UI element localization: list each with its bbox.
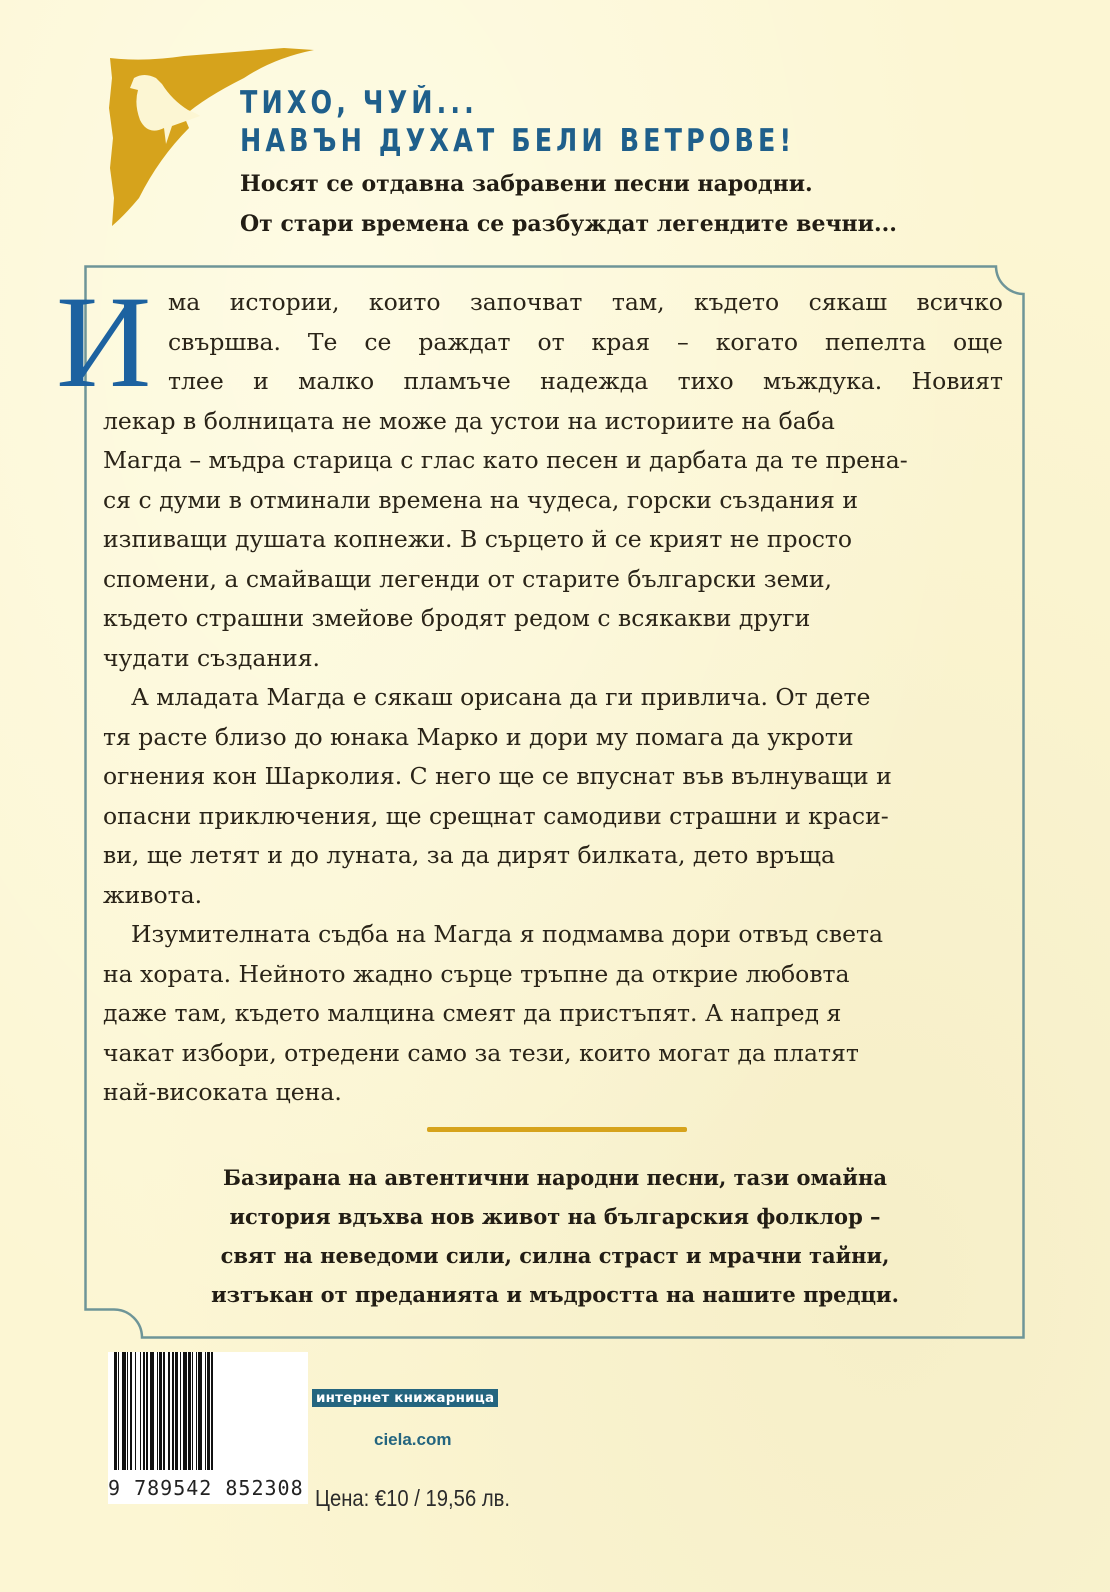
drop-cap: И: [56, 268, 152, 415]
gold-divider: [427, 1127, 687, 1132]
online-bookstore-badge: интернет книжарница: [312, 1389, 498, 1407]
subtitle-line-1: Носят се отдавна забравени песни народни.: [240, 171, 813, 197]
text-line: тя расте близо до юнака Марко и дори му помага да укроти: [103, 722, 854, 751]
closing-line: Базирана на автентични народни песни, тази омайна: [223, 1165, 887, 1190]
text-line: свършва. Те се раждат от края – когато пепелта още: [168, 327, 1003, 356]
text-line: Изумителната съдба на Магда я подмамва дори отвъд света: [131, 920, 883, 948]
text-line: на хората. Нейното жадно сърце тръпне да открие любовта: [103, 959, 850, 988]
text-line: чудати създания.: [103, 643, 321, 672]
text-line: ся с думи в отминали времена на чудеса, горски създания и: [103, 485, 859, 514]
text-line: Магда – мъдра старица с глас като песен и дарбата да те прена-: [103, 446, 908, 474]
text-line: ма истории, които започват там, където сякаш всичко: [168, 288, 1003, 316]
text-line: живота.: [103, 880, 203, 909]
price-label: Цена: €10 / 19,56 лв.: [315, 1485, 511, 1511]
text-line: опасни приключения, ще срещнат самодиви страшни и краси-: [103, 801, 889, 830]
text-line: лекар в болницата не може да устои на историите на баба: [103, 406, 835, 435]
closing-line: история вдъхва нов живот на българския фолклор –: [229, 1204, 881, 1229]
header: [240, 84, 1020, 244]
text-line: даже там, където малцина смеят да пристъпят. А напред я: [103, 999, 842, 1027]
paragraph-3: [103, 915, 1003, 1113]
paragraph-1: [103, 283, 1003, 678]
text-line: най-високата цена.: [103, 1078, 342, 1106]
closing-statement: [100, 1158, 1010, 1314]
text-line: където страшни змейове бродят редом с всякакви други: [103, 604, 811, 632]
text-line: спомени, а смайващи легенди от старите български земи,: [103, 564, 832, 593]
tagline-line-1: ТИХО, ЧУЙ...: [240, 85, 478, 121]
closing-line: свят на неведоми сили, силна страст и мрачни тайни,: [220, 1243, 890, 1268]
website-link[interactable]: ciela.com: [374, 1430, 452, 1449]
text-line: тлее и малко пламъче надежда тихо мъждука. Новият: [168, 367, 1003, 395]
subtitle-line-2: От стари времена се разбуждат легендите вечни...: [240, 211, 897, 237]
blurb-body: [103, 283, 1003, 1113]
text-line: ви, ще летят и до луната, за да дирят билката, дето връща: [103, 841, 835, 869]
text-line: чакат избори, отредени само за тези, които могат да платят: [103, 1038, 859, 1067]
barcode-bars-icon: [114, 1352, 304, 1470]
paragraph-2: [103, 678, 1003, 915]
isbn-barcode: [108, 1352, 308, 1504]
text-line: изпиващи душата копнежи. В сърцето й се крият не просто: [103, 525, 853, 553]
text-line: А младата Магда е сякаш орисана да ги привлича. От дете: [131, 683, 871, 711]
isbn-number: 9 789542 852308: [108, 1476, 304, 1500]
tagline-line-2: НАВЪН ДУХАТ БЕЛИ ВЕТРОВЕ!: [240, 123, 796, 159]
text-line: огнения кон Шарколия. С него ще се впуснат във вълнуващи и: [103, 762, 892, 790]
closing-line: изтъкан от преданията и мъдростта на нашите предци.: [211, 1282, 899, 1307]
